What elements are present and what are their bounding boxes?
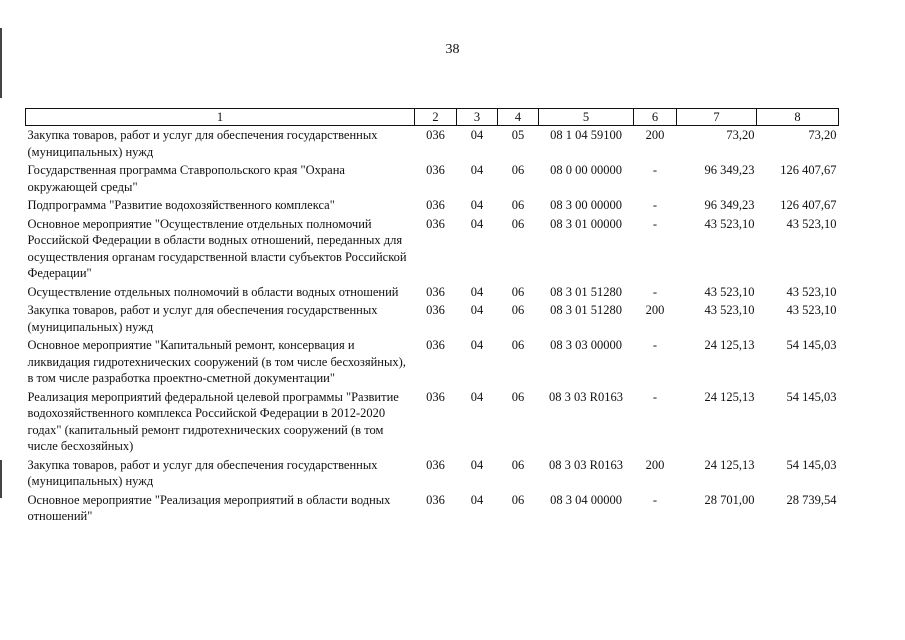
row-sum-col7: 96 349,23 (704, 198, 755, 212)
row-sum-col8: 54 145,03 (786, 338, 837, 352)
row-vr-code: 200 (645, 303, 665, 317)
row-csr-code: 08 0 00 00000 (550, 163, 622, 177)
row-name: Государственная программа Ставропольского края "Охрана окружающей среды" (27, 163, 345, 194)
row-sum-col8: 126 407,67 (780, 198, 837, 212)
row-gr-code: 036 (426, 284, 445, 299)
budget-table (25, 108, 839, 527)
row-gr-code: 036 (426, 492, 445, 507)
row-name: Основное мероприятие "Капитальный ремонт, консервация и ликвидация гидротехнических сооружений (в том числе бесхозяйных), в том числе разработка проектно-сметной документации" (27, 338, 406, 385)
table-row (26, 284, 839, 303)
row-rz-code: 04 (470, 338, 484, 352)
row-pr-code: 06 (511, 216, 525, 231)
row-vr-code: - (652, 163, 658, 177)
row-sum-col7: 24 125,13 (704, 389, 755, 404)
table-row (26, 457, 839, 492)
row-sum-col8: 54 145,03 (786, 457, 837, 472)
row-csr-code: 08 3 01 51280 (550, 303, 622, 317)
table-row (26, 162, 839, 197)
column-header: 1 (26, 109, 415, 126)
row-gr-code: 036 (426, 128, 445, 142)
row-name: Основное мероприятие "Осуществление отдельных полномочий Российской Федерации в области водных отношений, переданных для осуществления органам государственной власти субъектов Российской Федерации" (27, 216, 407, 280)
table-row (26, 302, 839, 337)
row-sum-col8: 54 145,03 (786, 389, 837, 404)
row-name: Осуществление отдельных полномочий в области водных отношений (27, 284, 399, 299)
row-sum-col7: 24 125,13 (704, 338, 755, 352)
column-header: 6 (634, 109, 677, 126)
row-pr-code: 06 (511, 284, 525, 299)
row-csr-code: 08 3 03 R0163 (549, 389, 623, 404)
row-rz-code: 04 (470, 389, 484, 404)
row-gr-code: 036 (426, 198, 445, 212)
column-header: 7 (677, 109, 757, 126)
scan-edge-mark (0, 28, 2, 98)
row-rz-code: 04 (470, 303, 484, 317)
row-pr-code: 05 (511, 128, 525, 142)
table-row (26, 216, 839, 284)
row-name: Основное мероприятие "Реализация мероприятий в области водных отношений" (27, 492, 391, 523)
row-csr-code: 08 3 01 00000 (550, 216, 622, 231)
table-header-row (26, 109, 839, 126)
table-row (26, 492, 839, 527)
row-sum-col8: 73,20 (808, 128, 837, 142)
row-gr-code: 036 (426, 457, 445, 472)
row-pr-code: 06 (511, 198, 525, 212)
row-csr-code: 08 1 04 59100 (550, 128, 622, 142)
row-csr-code: 08 3 00 00000 (550, 198, 622, 212)
row-sum-col7: 43 523,10 (704, 284, 755, 299)
row-csr-code: 08 3 01 51280 (550, 284, 622, 299)
row-sum-col7: 28 701,00 (704, 492, 755, 507)
row-csr-code: 08 3 03 00000 (550, 338, 622, 352)
row-gr-code: 036 (426, 216, 445, 231)
table-row (26, 389, 839, 457)
scan-edge-mark (0, 460, 2, 498)
row-sum-col7: 43 523,10 (704, 216, 755, 231)
row-sum-col7: 96 349,23 (704, 163, 755, 177)
row-name: Закупка товаров, работ и услуг для обеспечения государственных (муниципальных) нужд (27, 128, 378, 159)
row-vr-code: - (652, 338, 658, 352)
row-sum-col8: 28 739,54 (786, 492, 837, 507)
table-row (26, 126, 839, 163)
table-row (26, 197, 839, 216)
row-gr-code: 036 (426, 338, 445, 352)
column-header: 3 (457, 109, 498, 126)
row-sum-col7: 73,20 (726, 128, 755, 142)
row-pr-code: 06 (511, 457, 525, 472)
row-pr-code: 06 (511, 492, 525, 507)
row-name: Закупка товаров, работ и услуг для обеспечения государственных (муниципальных) нужд (27, 457, 378, 488)
row-vr-code: 200 (645, 457, 665, 472)
row-gr-code: 036 (426, 303, 445, 317)
row-vr-code: - (652, 492, 658, 507)
row-csr-code: 08 3 03 R0163 (549, 457, 623, 472)
column-header: 2 (415, 109, 457, 126)
row-sum-col8: 43 523,10 (786, 216, 837, 231)
row-vr-code: - (652, 216, 658, 231)
page-number: 38 (445, 42, 460, 57)
row-sum-col8: 126 407,67 (780, 163, 837, 177)
row-vr-code: - (652, 284, 658, 299)
row-rz-code: 04 (470, 216, 484, 231)
row-csr-code: 08 3 04 00000 (550, 492, 622, 507)
row-name: Реализация мероприятий федеральной целевой программы "Развитие водохозяйственного комплекса Российской Федерации в 2012-2020 годах" (капитальный ремонт гидротехнических сооружений (в том числе бесхозяйных) (27, 389, 399, 453)
row-rz-code: 04 (470, 163, 484, 177)
row-rz-code: 04 (470, 457, 484, 472)
row-sum-col8: 43 523,10 (786, 303, 837, 317)
row-name: Подпрограмма "Развитие водохозяйственного комплекса" (27, 198, 335, 212)
row-pr-code: 06 (511, 303, 525, 317)
row-pr-code: 06 (511, 163, 525, 177)
row-sum-col7: 24 125,13 (704, 457, 755, 472)
row-sum-col7: 43 523,10 (704, 303, 755, 317)
row-gr-code: 036 (426, 389, 445, 404)
row-vr-code: - (652, 198, 658, 212)
column-header: 4 (498, 109, 539, 126)
row-pr-code: 06 (511, 338, 525, 352)
row-sum-col8: 43 523,10 (786, 284, 837, 299)
table-row (26, 337, 839, 389)
row-gr-code: 036 (426, 163, 445, 177)
row-rz-code: 04 (470, 284, 484, 299)
row-vr-code: - (652, 389, 658, 404)
column-header: 5 (539, 109, 634, 126)
row-rz-code: 04 (470, 198, 484, 212)
column-header: 8 (757, 109, 839, 126)
row-name: Закупка товаров, работ и услуг для обеспечения государственных (муниципальных) нужд (27, 303, 378, 334)
row-rz-code: 04 (470, 128, 484, 142)
row-pr-code: 06 (511, 389, 525, 404)
row-rz-code: 04 (470, 492, 484, 507)
row-vr-code: 200 (645, 128, 665, 142)
